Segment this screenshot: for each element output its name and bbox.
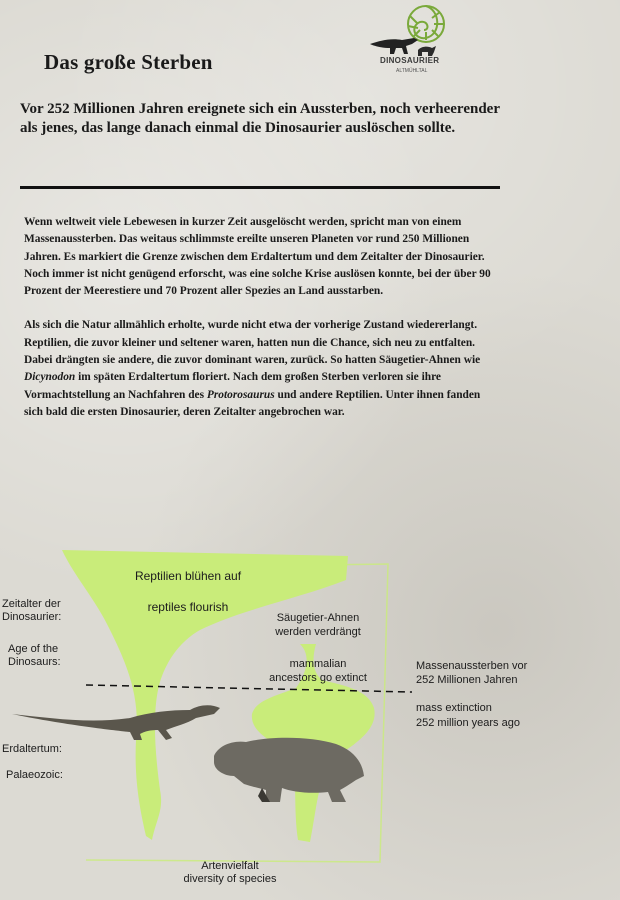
label-mammals-de-1: Säugetier-Ahnen: [276, 612, 360, 624]
page-title: Das große Sterben: [44, 50, 213, 74]
label-extinction-de-2: 252 Millionen Jahren: [416, 674, 518, 686]
label-axis-de: Artenvielfalt: [201, 860, 259, 872]
logo-subtitle: ALTMÜHLTAL: [396, 68, 428, 74]
label-axis-en: diversity of species: [183, 873, 277, 885]
divider: [20, 186, 500, 189]
label-extinction-de-1: Massenaussterben vor: [416, 660, 528, 672]
logo-name: DINOSAURIER: [380, 56, 440, 65]
label-palaeozoic-en: Palaeozoic:: [6, 769, 63, 781]
label-age-dino-de-1: Zeitalter der: [2, 598, 61, 610]
dicynodon-animal-icon: [214, 738, 364, 802]
label-palaeozoic-de: Erdaltertum:: [2, 743, 62, 755]
label-age-dino-de-2: Dinosaurier:: [2, 611, 62, 623]
paragraph-1: Wenn weltweit viele Lebewesen in kurzer Zeit ausgelöscht werden, spricht man von einem Massenaussterben. Das weitaus schlimmste ereilte unseren Planeten vor rund 250 Millionen Jahren. Es markiert die Grenze zwischen dem Erdaltertum und dem Zeitalter der Dinosaurier. Noch immer ist nicht genügend erforscht, was eine solche Krise auslösen konnte, bei der über 90 Prozent der Meerestiere und 70 Prozent aller Spezies an Land ausstarben.: [24, 216, 491, 298]
label-mammals-en-1: mammalian: [289, 658, 347, 670]
paragraph-2: Als sich die Natur allmählich erholte, wurde nicht etwa der vorherige Zustand wiedererlangt. Reptilien, die zuvor kleiner und seltener waren, hatten nun die Chance, sich neu zu entfalten. Dabei drängten sie andere, die zuvor dominant waren, zurück. So hatten Säugetier-Ahnen wie Dicynodon im späten Erdaltertum floriert. Nach dem großen Sterben verloren sie ihre Vormachtstellung an Nachfahren des Protorosaurus und andere Reptilien. Unter ihnen fanden sich bald die ersten Dinosaurier, deren Zeitalter angebrochen war.: [24, 319, 481, 418]
label-mammals-de-2: werden verdrängt: [275, 626, 361, 638]
label-reptiles-en: reptiles flourish: [147, 600, 229, 614]
label-reptiles-de: Reptilien blühen auf: [134, 569, 242, 583]
label-age-dino-en-2: Dinosaurs:: [8, 656, 61, 668]
diversity-diagram: [0, 540, 620, 900]
lead-paragraph: Vor 252 Millionen Jahren ereignete sich ein Aussterben, noch verheerender als jenes, das lange danach einmal die Dinosaurier auslöschen sollte.: [20, 101, 500, 136]
label-mammals-en-2: ancestors go extinct: [269, 672, 367, 684]
genus-dicynodon: Dicynodon: [24, 371, 76, 384]
protorosaurus-lizard-icon: [12, 705, 220, 740]
label-extinction-en-1: mass extinction: [416, 702, 492, 714]
label-age-dino-en-1: Age of the: [8, 643, 59, 655]
label-extinction-en-2: 252 million years ago: [416, 717, 520, 729]
genus-protorosaurus: Protorosaurus: [206, 388, 275, 401]
body-text: [24, 214, 492, 438]
